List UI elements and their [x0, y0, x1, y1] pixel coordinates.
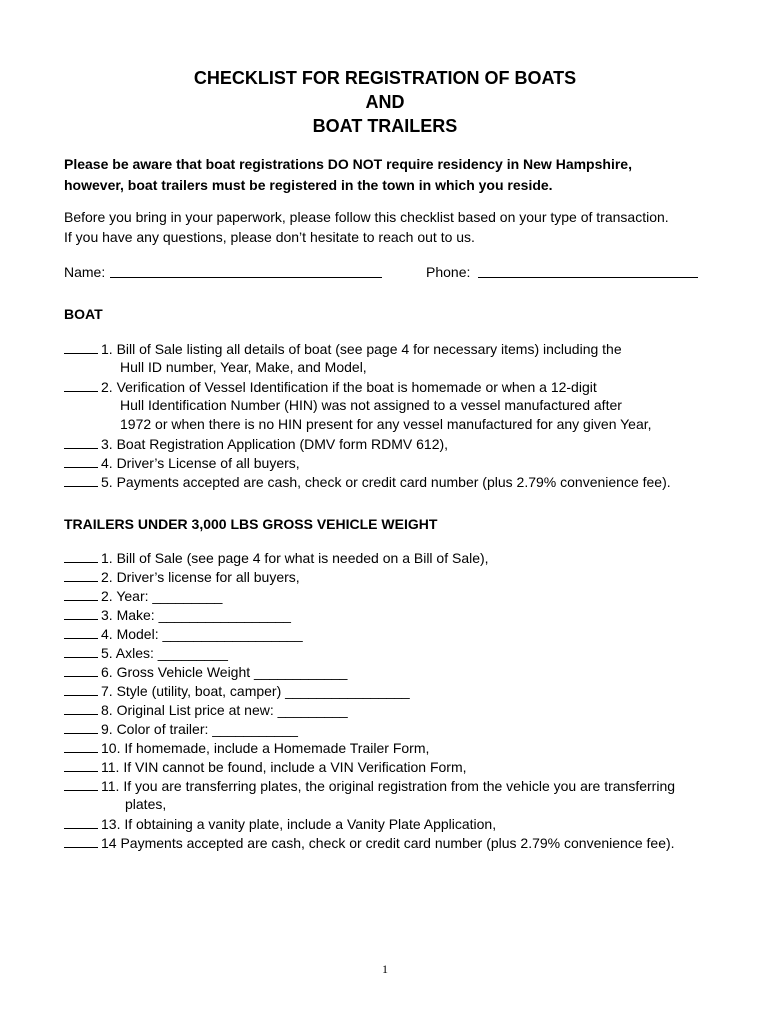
checkbox-blank[interactable] — [64, 377, 98, 392]
trailers-heading: TRAILERS UNDER 3,000 LBS GROSS VEHICLE WEIGHT — [64, 516, 438, 532]
intro-line-1: Before you bring in your paperwork, please follow this checklist based on your type of transaction. — [64, 209, 669, 225]
intro-line-2: If you have any questions, please don’t hesitate to reach out to us. — [64, 229, 475, 245]
list-item: 3. Make: _________________ — [64, 605, 744, 624]
list-item: 1. Bill of Sale (see page 4 for what is needed on a Bill of Sale), — [64, 548, 744, 567]
list-item-continuation: plates, — [125, 796, 167, 812]
list-item: 14 Payments accepted are cash, check or credit card number (plus 2.79% convenience fee). — [64, 833, 744, 852]
list-item: 2. Driver’s license for all buyers, — [64, 567, 744, 586]
boat-checklist — [64, 339, 744, 491]
checkbox-blank[interactable] — [64, 548, 98, 563]
checkbox-blank[interactable] — [64, 605, 98, 620]
checkbox-blank[interactable] — [64, 814, 98, 829]
list-item: 13. If obtaining a vanity plate, include a Vanity Plate Application, — [64, 814, 744, 833]
list-item: 11. If VIN cannot be found, include a VIN Verification Form, — [64, 757, 744, 776]
list-item: 8. Original List price at new: _________ — [64, 700, 744, 719]
document-title — [0, 66, 770, 138]
checkbox-blank[interactable] — [64, 719, 98, 734]
list-item: 4. Driver’s License of all buyers, — [64, 453, 744, 472]
list-item: 5. Axles: _________ — [64, 643, 744, 662]
checkbox-blank[interactable] — [64, 757, 98, 772]
list-item-continuation: 1972 or when there is no HIN present for any vessel manufactured for any given Year, — [120, 416, 652, 432]
list-item: 4. Model: __________________ — [64, 624, 744, 643]
checkbox-blank[interactable] — [64, 434, 98, 449]
title-line-2: AND — [365, 92, 405, 112]
list-item: 5. Payments accepted are cash, check or credit card number (plus 2.79% convenience fee). — [64, 472, 744, 491]
list-item: 11. If you are transferring plates, the original registration from the vehicle you are transferring — [64, 776, 744, 795]
list-item-continuation: Hull ID number, Year, Make, and Model, — [120, 359, 367, 375]
checkbox-blank[interactable] — [64, 472, 98, 487]
name-label: Name: — [64, 264, 106, 280]
list-item: 6. Gross Vehicle Weight ____________ — [64, 662, 744, 681]
list-item: 3. Boat Registration Application (DMV form RDMV 612), — [64, 434, 744, 453]
checkbox-blank[interactable] — [64, 339, 98, 354]
intro-paragraph — [64, 207, 744, 247]
residency-notice — [64, 154, 724, 196]
list-item-continuation: Hull Identification Number (HIN) was not assigned to a vessel manufactured after — [120, 397, 622, 413]
notice-line-1: Please be aware that boat registrations DO NOT require residency in New Hampshire, — [64, 156, 632, 172]
name-field[interactable] — [110, 277, 382, 278]
list-item: 10. If homemade, include a Homemade Trailer Form, — [64, 738, 744, 757]
list-item: 9. Color of trailer: ___________ — [64, 719, 744, 738]
checkbox-blank[interactable] — [64, 833, 98, 848]
checkbox-blank[interactable] — [64, 681, 98, 696]
title-line-1: CHECKLIST FOR REGISTRATION OF BOATS — [193, 68, 577, 88]
list-item: 7. Style (utility, boat, camper) ________________ — [64, 681, 744, 700]
checkbox-blank[interactable] — [64, 700, 98, 715]
checkbox-blank[interactable] — [64, 567, 98, 582]
list-item: 2. Year: _________ — [64, 586, 744, 605]
checkbox-blank[interactable] — [64, 738, 98, 753]
checkbox-blank[interactable] — [64, 643, 98, 658]
list-item: 2. Verification of Vessel Identification if the boat is homemade or when a 12-digit — [64, 377, 744, 396]
phone-field[interactable] — [478, 277, 698, 278]
list-item: 1. Bill of Sale listing all details of boat (see page 4 for necessary items) including the — [64, 339, 744, 358]
phone-label: Phone: — [426, 264, 471, 280]
boat-heading: BOAT — [64, 306, 103, 322]
trailer-checklist — [64, 548, 744, 852]
notice-line-2: however, boat trailers must be registered in the town in which you reside. — [64, 177, 553, 193]
checkbox-blank[interactable] — [64, 662, 98, 677]
title-line-3: BOAT TRAILERS — [312, 116, 458, 136]
checkbox-blank[interactable] — [64, 453, 98, 468]
checkbox-blank[interactable] — [64, 776, 98, 791]
page-number: 1 — [382, 962, 388, 976]
checkbox-blank[interactable] — [64, 586, 98, 601]
checkbox-blank[interactable] — [64, 624, 98, 639]
